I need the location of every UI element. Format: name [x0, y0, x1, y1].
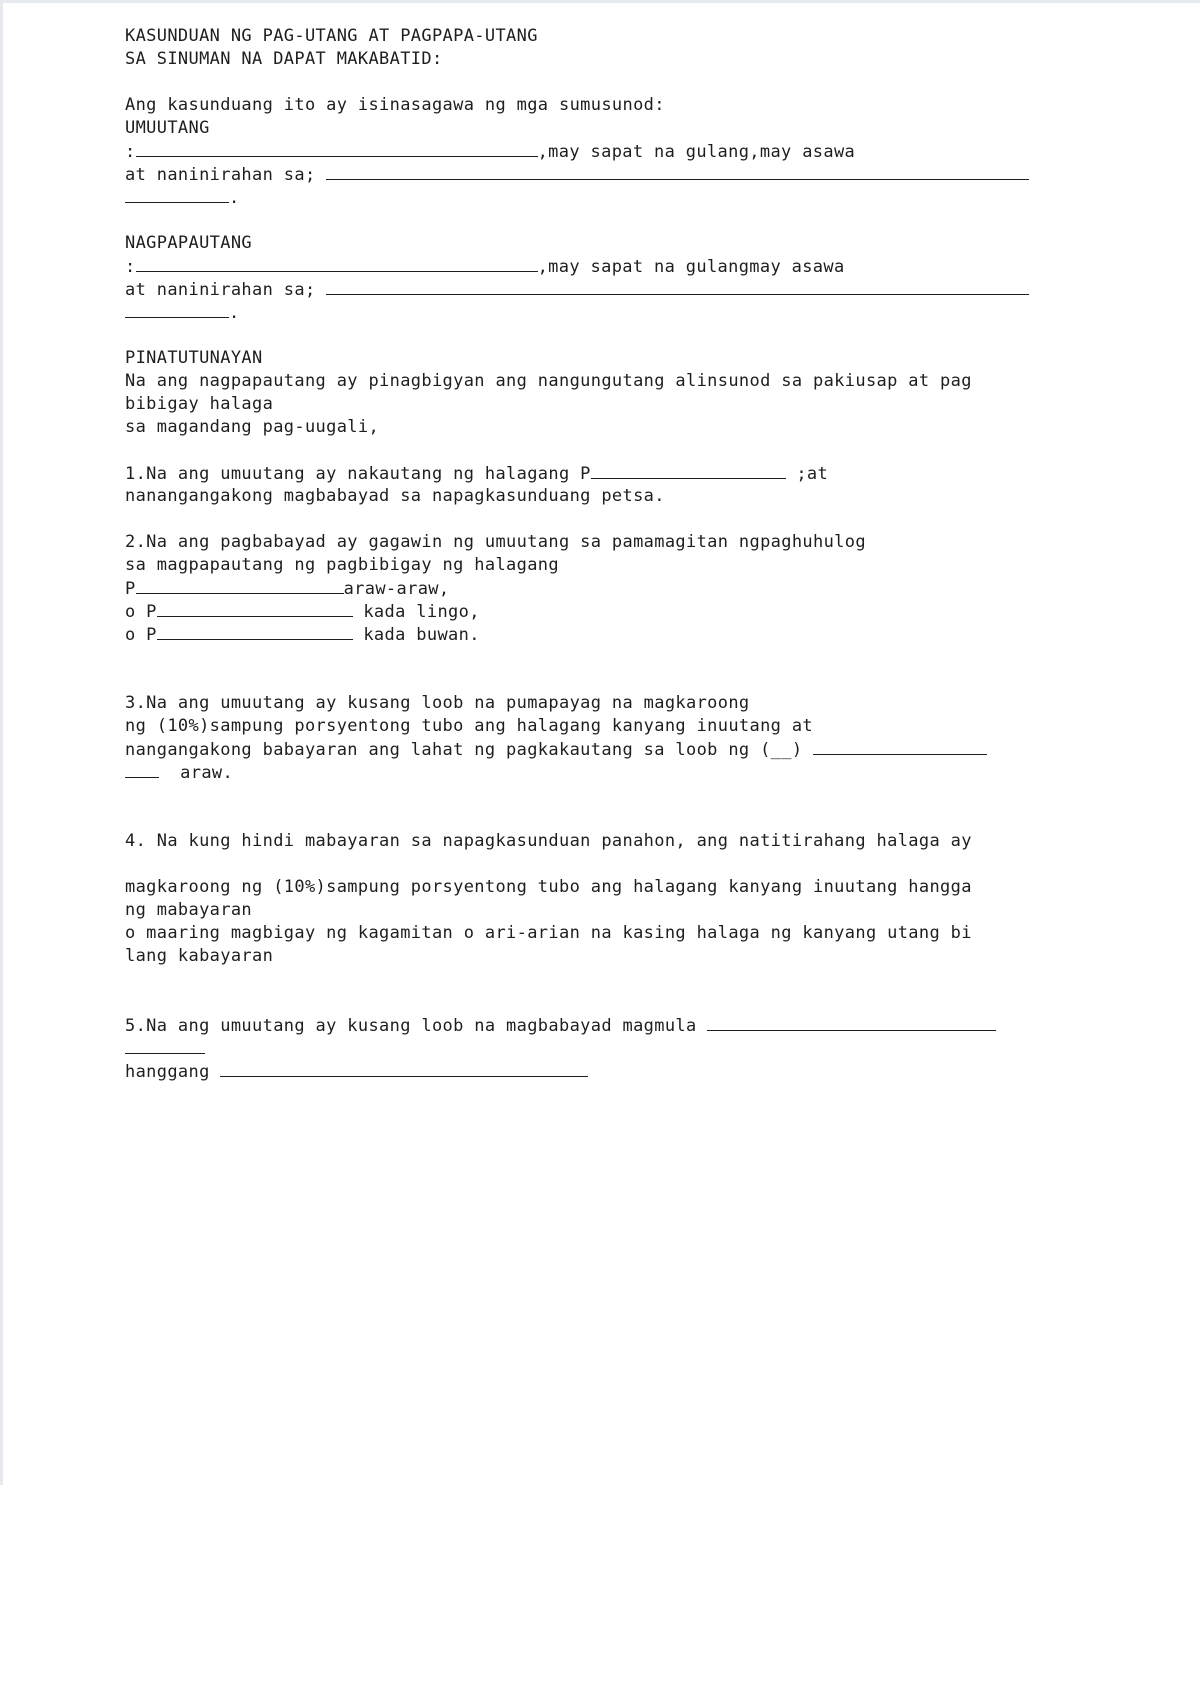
clause-5-line-1: [125, 1014, 1049, 1037]
loan-agreement-document: [125, 25, 1049, 1083]
lender-address-blank-2[interactable]: [125, 301, 229, 318]
clause-5-prefix: 5.Na ang umuutang ay kusang loob na magbabayad magmula: [125, 1016, 708, 1036]
weekly-payment-prefix: o P: [125, 602, 157, 622]
spacer: [125, 324, 1049, 347]
spacer: [125, 209, 1049, 232]
daily-payment-suffix: araw-araw,: [343, 579, 450, 599]
daily-payment-blank[interactable]: [136, 577, 344, 594]
intro-text: Ang kasunduang ito ay isinasagawa ng mga sumusunod:: [125, 95, 665, 115]
spacer: [125, 646, 1049, 692]
document-title-line-1: KASUNDUAN NG PAG-UTANG AT PAGPAPA-UTANG: [125, 26, 538, 46]
clause-1-suffix: ;at: [785, 464, 829, 484]
lender-heading: NAGPAPAUTANG: [125, 233, 253, 253]
weekly-payment-line: [125, 600, 1049, 623]
monthly-payment-blank[interactable]: [157, 623, 353, 640]
daily-payment-prefix: P: [125, 579, 136, 599]
borrower-address-label: at naninirahan sa;: [125, 165, 316, 185]
lender-address-label: at naninirahan sa;: [125, 280, 316, 300]
daily-payment-line: [125, 577, 1049, 600]
borrower-name-suffix: ,may sapat na gulang,may asawa: [537, 142, 856, 162]
witness-text-line-1: Na ang nagpapautang ay pinagbigyan ang nangungutang alinsunod sa pakiusap at pag: [125, 371, 972, 391]
start-date-blank-2[interactable]: [125, 1037, 205, 1054]
clause-4-line-3: ng mabayaran: [125, 900, 253, 920]
monthly-payment-prefix: o P: [125, 625, 157, 645]
borrower-address-blank-2[interactable]: [125, 186, 229, 203]
repayment-days-blank[interactable]: [813, 738, 987, 755]
clause-4-line-2: magkaroong ng (10%)sampung porsyentong tubo ang halagang kanyang inuutang hangga: [125, 877, 972, 897]
borrower-name-line: [125, 140, 1049, 163]
clause-2-line-1: 2.Na ang pagbabayad ay gagawin ng umuutang sa pamamagitan ngpaghuhulog: [125, 532, 866, 552]
borrower-address-line: [125, 163, 1049, 186]
witness-text-line-3: sa magandang pag-uugali,: [125, 417, 380, 437]
monthly-payment-line: [125, 623, 1049, 646]
borrower-address-continuation: [125, 186, 1049, 209]
witness-text-line-2: bibigay halaga: [125, 394, 274, 414]
borrower-name-blank[interactable]: [136, 140, 538, 157]
loan-amount-blank[interactable]: [591, 462, 786, 479]
clause-3-line-4: [125, 761, 1049, 784]
clause-2-line-2: sa magpapautang ng pagbibigay ng halagang: [125, 555, 559, 575]
clause-4-line-1: 4. Na kung hindi mabayaran sa napagkasunduan panahon, ang natitirahang halaga ay: [125, 831, 972, 851]
repayment-days-blank-2[interactable]: [125, 761, 159, 778]
document-title-line-2: SA SINUMAN NA DAPAT MAKABATID:: [125, 49, 443, 69]
lender-name-line: [125, 255, 1049, 278]
borrower-address-blank[interactable]: [326, 163, 1029, 180]
end-date-blank[interactable]: [220, 1060, 588, 1077]
spacer: [125, 439, 1049, 462]
borrower-address-end: .: [229, 188, 240, 208]
clause-5-line-3: [125, 1060, 1049, 1083]
borrower-heading: UMUUTANG: [125, 118, 210, 138]
lender-address-continuation: [125, 301, 1049, 324]
clause-5-line-2: [125, 1037, 1049, 1060]
spacer: [125, 784, 1049, 830]
borrower-colon: :: [125, 142, 136, 162]
clause-4-line-4: o maaring magbigay ng kagamitan o ari-arian na kasing halaga ng kanyang utang bi: [125, 923, 972, 943]
clause-1-line-2: nanangangakong magbabayad sa napagkasunduang petsa.: [125, 486, 665, 506]
spacer: [125, 508, 1049, 531]
spacer: [125, 968, 1049, 1014]
witness-heading: PINATUTUNAYAN: [125, 348, 263, 368]
clause-3-line-4-suffix: araw.: [159, 763, 234, 783]
clause-1-prefix: 1.Na ang umuutang ay nakautang ng halagang P: [125, 464, 591, 484]
spacer: [125, 71, 1049, 94]
lender-address-end: .: [229, 303, 240, 323]
lender-address-blank[interactable]: [326, 278, 1029, 295]
monthly-payment-suffix: kada buwan.: [352, 625, 480, 645]
clause-1-line-1: [125, 462, 1049, 485]
lender-colon: :: [125, 257, 136, 277]
clause-3-line-3: [125, 738, 1049, 761]
lender-name-blank[interactable]: [136, 255, 538, 272]
spacer: [125, 853, 1049, 876]
until-label: hanggang: [125, 1062, 221, 1082]
clause-3-line-1: 3.Na ang umuutang ay kusang loob na pumapayag na magkaroong: [125, 693, 750, 713]
lender-name-suffix: ,may sapat na gulangmay asawa: [537, 257, 845, 277]
start-date-blank[interactable]: [707, 1014, 996, 1031]
clause-3-line-3-prefix: nangangakong babayaran ang lahat ng pagkakautang sa loob ng (__): [125, 740, 814, 760]
clause-4-line-5: lang kabayaran: [125, 946, 274, 966]
weekly-payment-blank[interactable]: [157, 600, 353, 617]
weekly-payment-suffix: kada lingo,: [352, 602, 480, 622]
clause-3-line-2: ng (10%)sampung porsyentong tubo ang halagang kanyang inuutang at: [125, 716, 814, 736]
lender-address-line: [125, 278, 1049, 301]
